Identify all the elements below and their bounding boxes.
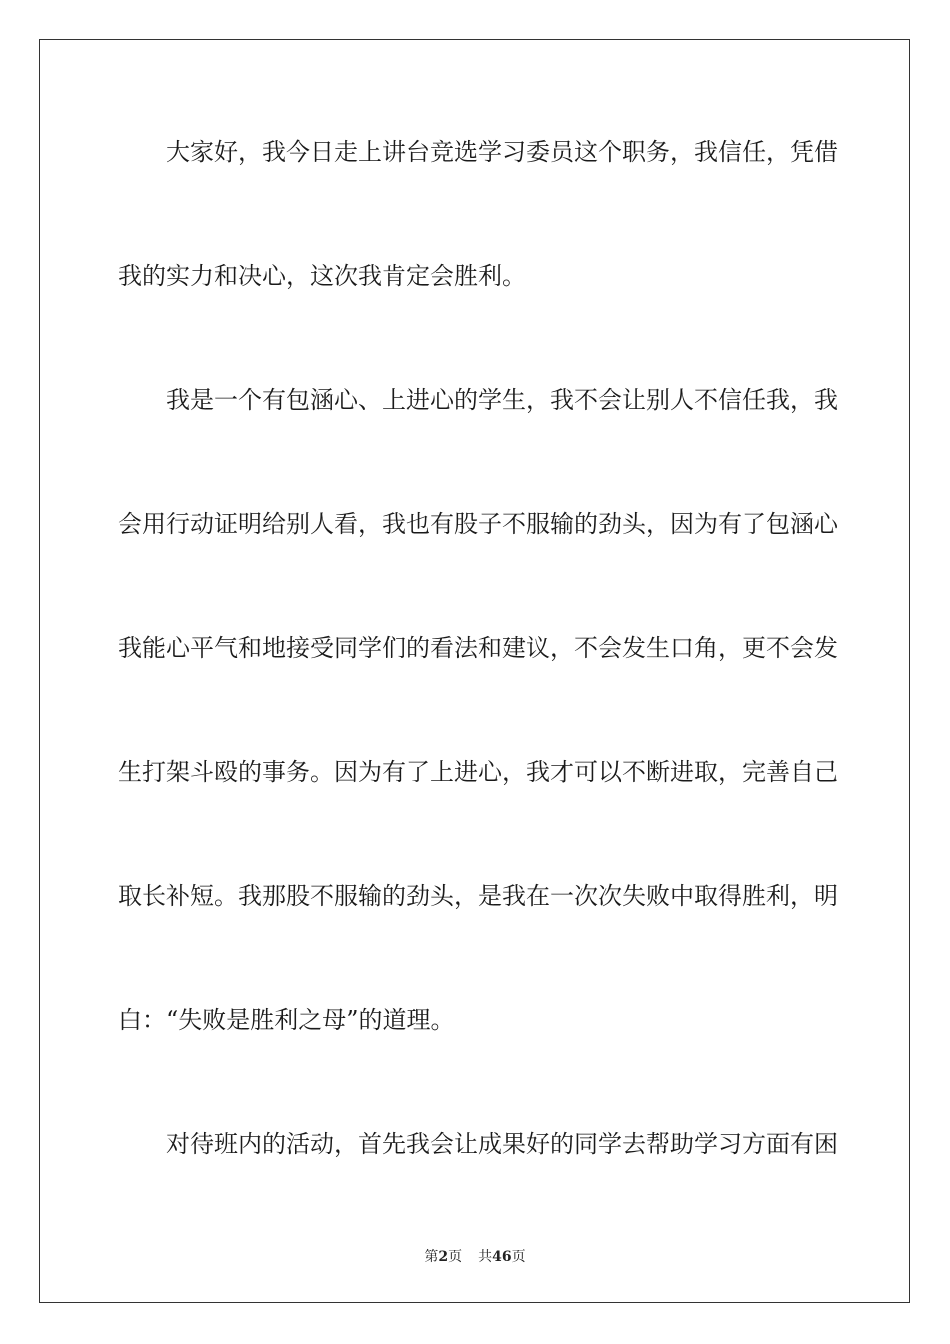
page-suffix: 页 (448, 1249, 463, 1265)
paragraph-3-line-1: 对待班内的活动，首先我会让成果好的同学去帮助学习方面有困 (166, 1130, 838, 1158)
page-border (39, 39, 910, 1303)
paragraph-2-line-1: 我是一个有包涵心、上进心的学生，我不会让别人不信任我，我 (166, 386, 838, 414)
paragraph-2-line-5: 取长补短。我那股不服输的劲头，是我在一次次失败中取得胜利，明 (118, 882, 838, 910)
paragraph-1-line-2: 我的实力和决心，这次我肯定会胜利。 (118, 262, 526, 290)
total-suffix: 页 (511, 1249, 526, 1265)
paragraph-2-line-6: 白：“失败是胜利之母”的道理。 (118, 1006, 455, 1034)
paragraph-2-line-3: 我能心平气和地接受同学们的看法和建议，不会发生口角，更不会发 (118, 634, 838, 662)
paragraph-2-line-4: 生打架斗殴的事务。因为有了上进心，我才可以不断进取，完善自己 (118, 758, 838, 786)
page-prefix: 第 (424, 1249, 439, 1265)
page-footer (0, 1245, 950, 1269)
paragraph-1-line-1: 大家好，我今日走上讲台竞选学习委员这个职务，我信任，凭借 (166, 138, 838, 166)
paragraph-2-line-2: 会用行动证明给别人看，我也有股子不服输的劲头，因为有了包涵心 (118, 510, 838, 538)
page-number: 2 (438, 1249, 449, 1265)
total-pages: 46 (492, 1249, 512, 1265)
total-prefix: 共 (478, 1249, 493, 1265)
